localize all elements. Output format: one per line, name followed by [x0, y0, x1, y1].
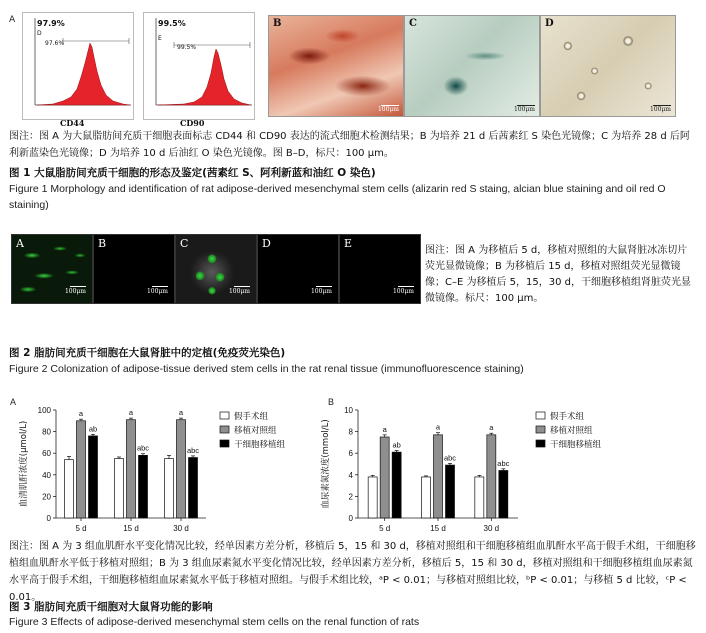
flow-cd90-gate-pct: 99.5%: [177, 44, 197, 51]
y-axis-title: 血尿素氮浓度(mmol/L): [321, 419, 331, 509]
x-tick-label: 15 d: [123, 524, 139, 533]
significance-label: a: [489, 423, 494, 433]
flow-histogram-cd90: [143, 12, 255, 120]
significance-label: abc: [443, 453, 457, 463]
bar: [89, 436, 98, 518]
flow-cd90-gate-label: E: [158, 35, 162, 42]
y-tick-label: 0: [348, 514, 353, 523]
fluorescence-e-scalebar: [398, 286, 414, 287]
bar: [177, 420, 186, 518]
flow-histogram-cd44: [22, 12, 134, 120]
flow-cd44-gate-label: D: [37, 30, 42, 37]
fluorescence-c-label: C: [180, 237, 189, 250]
legend-label: 移植对照组: [234, 426, 277, 436]
bar: [392, 452, 401, 518]
y-tick-label: 2: [348, 492, 353, 502]
fluorescence-d-scalebar: [316, 286, 332, 287]
flow-histogram-cd90-plot: [144, 13, 254, 119]
bar: [434, 435, 443, 518]
fluorescence-d-scale: 100μm: [310, 288, 332, 295]
fluorescence-panel-a: [11, 234, 93, 304]
legend-label: 假手术组: [550, 412, 585, 422]
figure2-title-cn: 图 2 脂肪间充质干细胞在大鼠肾脏中的定植(免疫荧光染色): [9, 347, 286, 359]
bar: [65, 460, 74, 518]
micrograph-c-scale: 100μm: [513, 106, 535, 113]
flow-cd90-marker: CD90: [180, 118, 205, 128]
chart-panel-letter: A: [10, 397, 17, 407]
fluorescence-a-scalebar: [70, 286, 86, 287]
y-tick-label: 6: [348, 449, 353, 459]
significance-label: a: [435, 422, 441, 432]
legend-swatch: [536, 440, 545, 447]
legend-label: 干细胞移植组: [550, 440, 602, 450]
bar: [115, 459, 124, 518]
figure2-note: 图注：图 A 为移植后 5 d，移植对照组的大鼠肾脏冰冻切片荧光显微镜像；B 为移植后 15 d，移植对照组荧光显微镜像；C–E 为移植后 5，15，30 d，干细胞移植组肾脏荧光显微镜像。标尺：100 μm。: [425, 245, 691, 304]
significance-label: ab: [392, 440, 401, 450]
legend-label: 干细胞移植组: [234, 440, 286, 450]
legend-swatch: [220, 440, 229, 447]
significance-label: a: [128, 408, 134, 418]
bar: [127, 420, 136, 518]
x-tick-label: 30 d: [173, 524, 189, 533]
flow-histogram-cd44-plot: [23, 13, 133, 119]
bar: [139, 455, 148, 518]
bar: [77, 421, 86, 518]
legend-swatch: [536, 426, 545, 433]
fluorescence-c-scale: 100μm: [228, 288, 250, 295]
significance-label: abc: [136, 443, 150, 453]
fluorescence-panel-d: [257, 234, 339, 304]
figure2-title-en: Figure 2 Colonization of adipose-tissue derived stem cells in the rat renal tissue (immunofluorescence staining): [9, 363, 524, 375]
fig1-panel-label-a: A: [9, 15, 16, 25]
bar: [446, 465, 455, 518]
y-tick-label: 80: [42, 427, 51, 437]
significance-label: abc: [497, 458, 510, 468]
bar: [189, 458, 198, 518]
fluorescence-a-label: A: [16, 237, 24, 250]
y-tick-label: 0: [46, 514, 51, 523]
y-tick-label: 60: [42, 449, 51, 459]
micrograph-alizarin-red: [268, 15, 404, 117]
significance-label: a: [178, 408, 184, 418]
fluorescence-panel-b: [93, 234, 175, 304]
micrograph-alcian-blue: [404, 15, 540, 117]
fluorescence-a-scale: 100μm: [64, 288, 86, 295]
bar: [475, 477, 484, 518]
x-tick-label: 5 d: [75, 524, 87, 533]
flow-cd44-gate-pct: 97.6%: [45, 40, 65, 47]
bar: [487, 435, 496, 518]
y-tick-label: 40: [42, 470, 51, 480]
figure3-title-en: Figure 3 Effects of adipose-derived mesenchymal stem cells on the renal function of rats: [9, 616, 420, 628]
fluorescence-panel-c: [175, 234, 257, 304]
micrograph-c-label: C: [409, 18, 417, 29]
significance-label: abc: [186, 445, 200, 455]
bar: [380, 437, 389, 518]
micrograph-b-label: B: [273, 18, 282, 29]
fluorescence-b-label: B: [98, 237, 107, 250]
flow-cd44-pct-top: 97.9%: [37, 19, 65, 28]
x-tick-label: 5 d: [379, 524, 391, 533]
flow-cd44-marker: CD44: [60, 118, 85, 128]
micrograph-d-label: D: [545, 18, 554, 29]
fluorescence-d-label: D: [262, 237, 271, 250]
fluorescence-panel-e: [339, 234, 421, 304]
figure1-note: 图注：图 A 为大鼠脂肪间充质干细胞表面标志 CD44 和 CD90 表达的流式细胞术检测结果；B 为培养 21 d 后茜素红 S 染色光镜像；C 为培养 28 d 后阿利新蓝染色光镜像；D 为培养 10 d 后油红 O 染色光镜像。图 B–D，标尺：100 μm。: [9, 131, 690, 159]
micrograph-oil-red: [540, 15, 676, 117]
y-tick-label: 100: [37, 406, 51, 415]
bar: [165, 459, 174, 518]
chart-blood-urea-nitrogen: [321, 393, 698, 538]
figure3-note: 图注：图 A 为 3 组血肌酐水平变化情况比较，经单因素方差分析，移植后 5，15 和 30 d，移植对照组和干细胞移植组血肌酐水平高于假手术组，干细胞移植组血肌酐水平低于移植对照组；B 为 3 组血尿素氮水平变化情况比较，经单因素方差分析，移植后 5，15 和 30 d，移植对照组和干细胞移植组血尿素氮水平高于假手术组，干细胞移植组血尿素氮水平低于移植对照组。与假手术组比较，ᵃP < 0.01；与移植对照组比较，ᵇP < 0.01；与移植 5 d 比较，ᶜP < 0.01。: [9, 541, 696, 603]
x-tick-label: 15 d: [430, 524, 446, 533]
fluorescence-b-scalebar: [152, 286, 168, 287]
figure3-title-cn: 图 3 脂肪间充质干细胞对大鼠肾功能的影响: [9, 601, 213, 613]
significance-label: a: [78, 409, 84, 419]
chart-serum-creatinine: [8, 393, 328, 538]
chart-panel-letter: B: [328, 397, 335, 407]
y-tick-label: 4: [348, 470, 353, 480]
y-tick-label: 20: [42, 492, 51, 502]
significance-label: ab: [88, 424, 98, 434]
bar: [368, 477, 377, 518]
legend-swatch: [536, 412, 545, 419]
fluorescence-e-scale: 100μm: [392, 288, 414, 295]
flow-cd90-pct-top: 99.5%: [158, 19, 186, 28]
figure1-title-en: Figure 1 Morphology and identification of rat adipose-derived mesenchymal stem cells (alizarin red S staing, alcian blue staining and oil red O staining): [9, 183, 666, 211]
fluorescence-e-label: E: [344, 237, 353, 250]
y-tick-label: 8: [348, 427, 353, 437]
x-tick-label: 30 d: [483, 524, 500, 533]
bar: [422, 477, 431, 518]
micrograph-b-scale: 100μm: [377, 106, 399, 113]
bar: [499, 470, 508, 518]
legend-swatch: [220, 426, 229, 433]
legend-label: 假手术组: [234, 412, 269, 422]
micrograph-d-scale: 100μm: [649, 106, 671, 113]
figure1-title-cn: 图 1 大鼠脂肪间充质干细胞的形态及鉴定(茜素红 S、阿利新蓝和油红 O 染色): [9, 167, 376, 179]
legend-label: 移植对照组: [550, 426, 593, 436]
fluorescence-c-scalebar: [234, 286, 250, 287]
fluorescence-b-scale: 100μm: [146, 288, 168, 295]
y-axis-title: 血清肌酐浓度(μmol/L): [19, 420, 29, 508]
y-tick-label: 10: [344, 406, 353, 415]
legend-swatch: [220, 412, 229, 419]
significance-label: a: [382, 424, 387, 434]
